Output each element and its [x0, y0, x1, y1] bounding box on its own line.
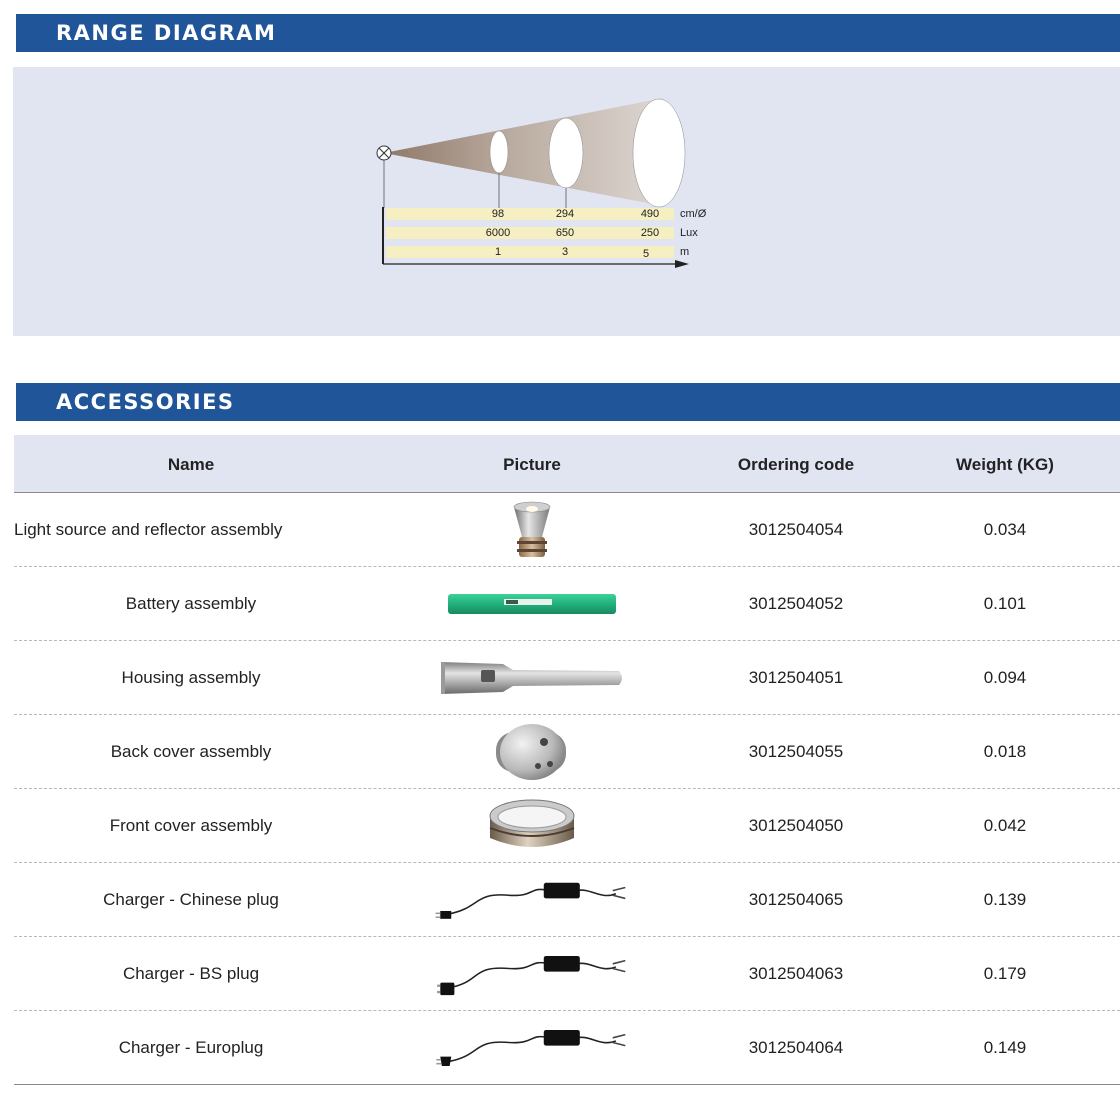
charger-bs-plug-image [434, 937, 630, 1010]
item-weight: 0.179 [983, 963, 1027, 983]
item-ordering-code: 3012504063 [748, 963, 844, 983]
item-weight: 0.101 [983, 593, 1027, 613]
item-name: Back cover assembly [110, 741, 272, 761]
light-source-icon [377, 146, 391, 160]
battery-pack-image [434, 567, 630, 640]
item-ordering-code: 3012504064 [748, 1037, 844, 1057]
item-ordering-code: 3012504065 [748, 889, 844, 909]
beam-section-5m [633, 99, 685, 207]
axis-arrow-icon [675, 260, 689, 268]
item-name: Charger - Europlug [118, 1037, 264, 1057]
range-diagram [13, 67, 1120, 336]
light-beam-cone [384, 98, 663, 206]
column-header-picture: Picture [503, 455, 561, 474]
diameter-1m: 98 [491, 208, 505, 220]
lux-3m: 650 [555, 227, 575, 239]
range-diagram-panel [13, 67, 1120, 336]
lux-unit: Lux [680, 227, 698, 239]
lux-5m: 250 [640, 227, 660, 239]
beam-section-1m [490, 131, 508, 173]
table-row [14, 493, 1120, 567]
item-weight: 0.034 [983, 519, 1027, 539]
item-name: Housing assembly [121, 667, 261, 687]
distance-3m: 3 [561, 246, 569, 258]
distance-1m: 1 [494, 246, 502, 258]
reflector-bulb-image [434, 493, 630, 566]
flashlight-housing-image [434, 641, 630, 714]
band-lux [386, 227, 674, 239]
diameter-5m: 490 [640, 208, 660, 220]
column-header-name: Name [167, 455, 215, 474]
distance-5m: 5 [642, 248, 650, 260]
item-ordering-code: 3012504055 [748, 741, 844, 761]
item-ordering-code: 3012504054 [748, 519, 844, 539]
item-weight: 0.042 [983, 815, 1027, 835]
column-header-ordering-code: Ordering code [737, 455, 855, 474]
diameter-3m: 294 [555, 208, 575, 220]
diameter-unit: cm/Ø [680, 208, 707, 220]
table-row [14, 789, 1120, 863]
item-weight: 0.094 [983, 667, 1027, 687]
item-name: Light source and reflector assembly [14, 519, 283, 539]
table-row [14, 641, 1120, 715]
front-cover-ring-image [434, 789, 630, 862]
item-weight: 0.139 [983, 889, 1027, 909]
table-row [14, 937, 1120, 1011]
beam-section-3m [549, 118, 583, 188]
table-row [14, 715, 1120, 789]
item-ordering-code: 3012504050 [748, 815, 844, 835]
item-ordering-code: 3012504051 [748, 667, 844, 687]
range-diagram-header: RANGE DIAGRAM [16, 14, 1120, 52]
charger-europlug-image [434, 1011, 630, 1084]
item-name: Charger - Chinese plug [103, 889, 279, 909]
back-cover-image [434, 715, 630, 788]
item-weight: 0.018 [983, 741, 1027, 761]
accessories-header: ACCESSORIES [16, 383, 1120, 421]
band-distance [386, 246, 674, 258]
accessories-table-body [14, 493, 1120, 1085]
table-row [14, 863, 1120, 937]
table-row [14, 567, 1120, 641]
distance-unit: m [680, 246, 690, 258]
band-diameter [386, 208, 674, 220]
item-name: Battery assembly [125, 593, 257, 613]
lux-1m: 6000 [485, 227, 511, 239]
item-ordering-code: 3012504052 [748, 593, 844, 613]
accessories-table-header [14, 435, 1120, 493]
charger-chinese-plug-image [434, 863, 630, 936]
item-name: Charger - BS plug [122, 963, 260, 983]
table-row [14, 1011, 1120, 1085]
column-header-weight: Weight (KG) [956, 455, 1054, 474]
item-name: Front cover assembly [109, 815, 273, 835]
item-weight: 0.149 [983, 1037, 1027, 1057]
